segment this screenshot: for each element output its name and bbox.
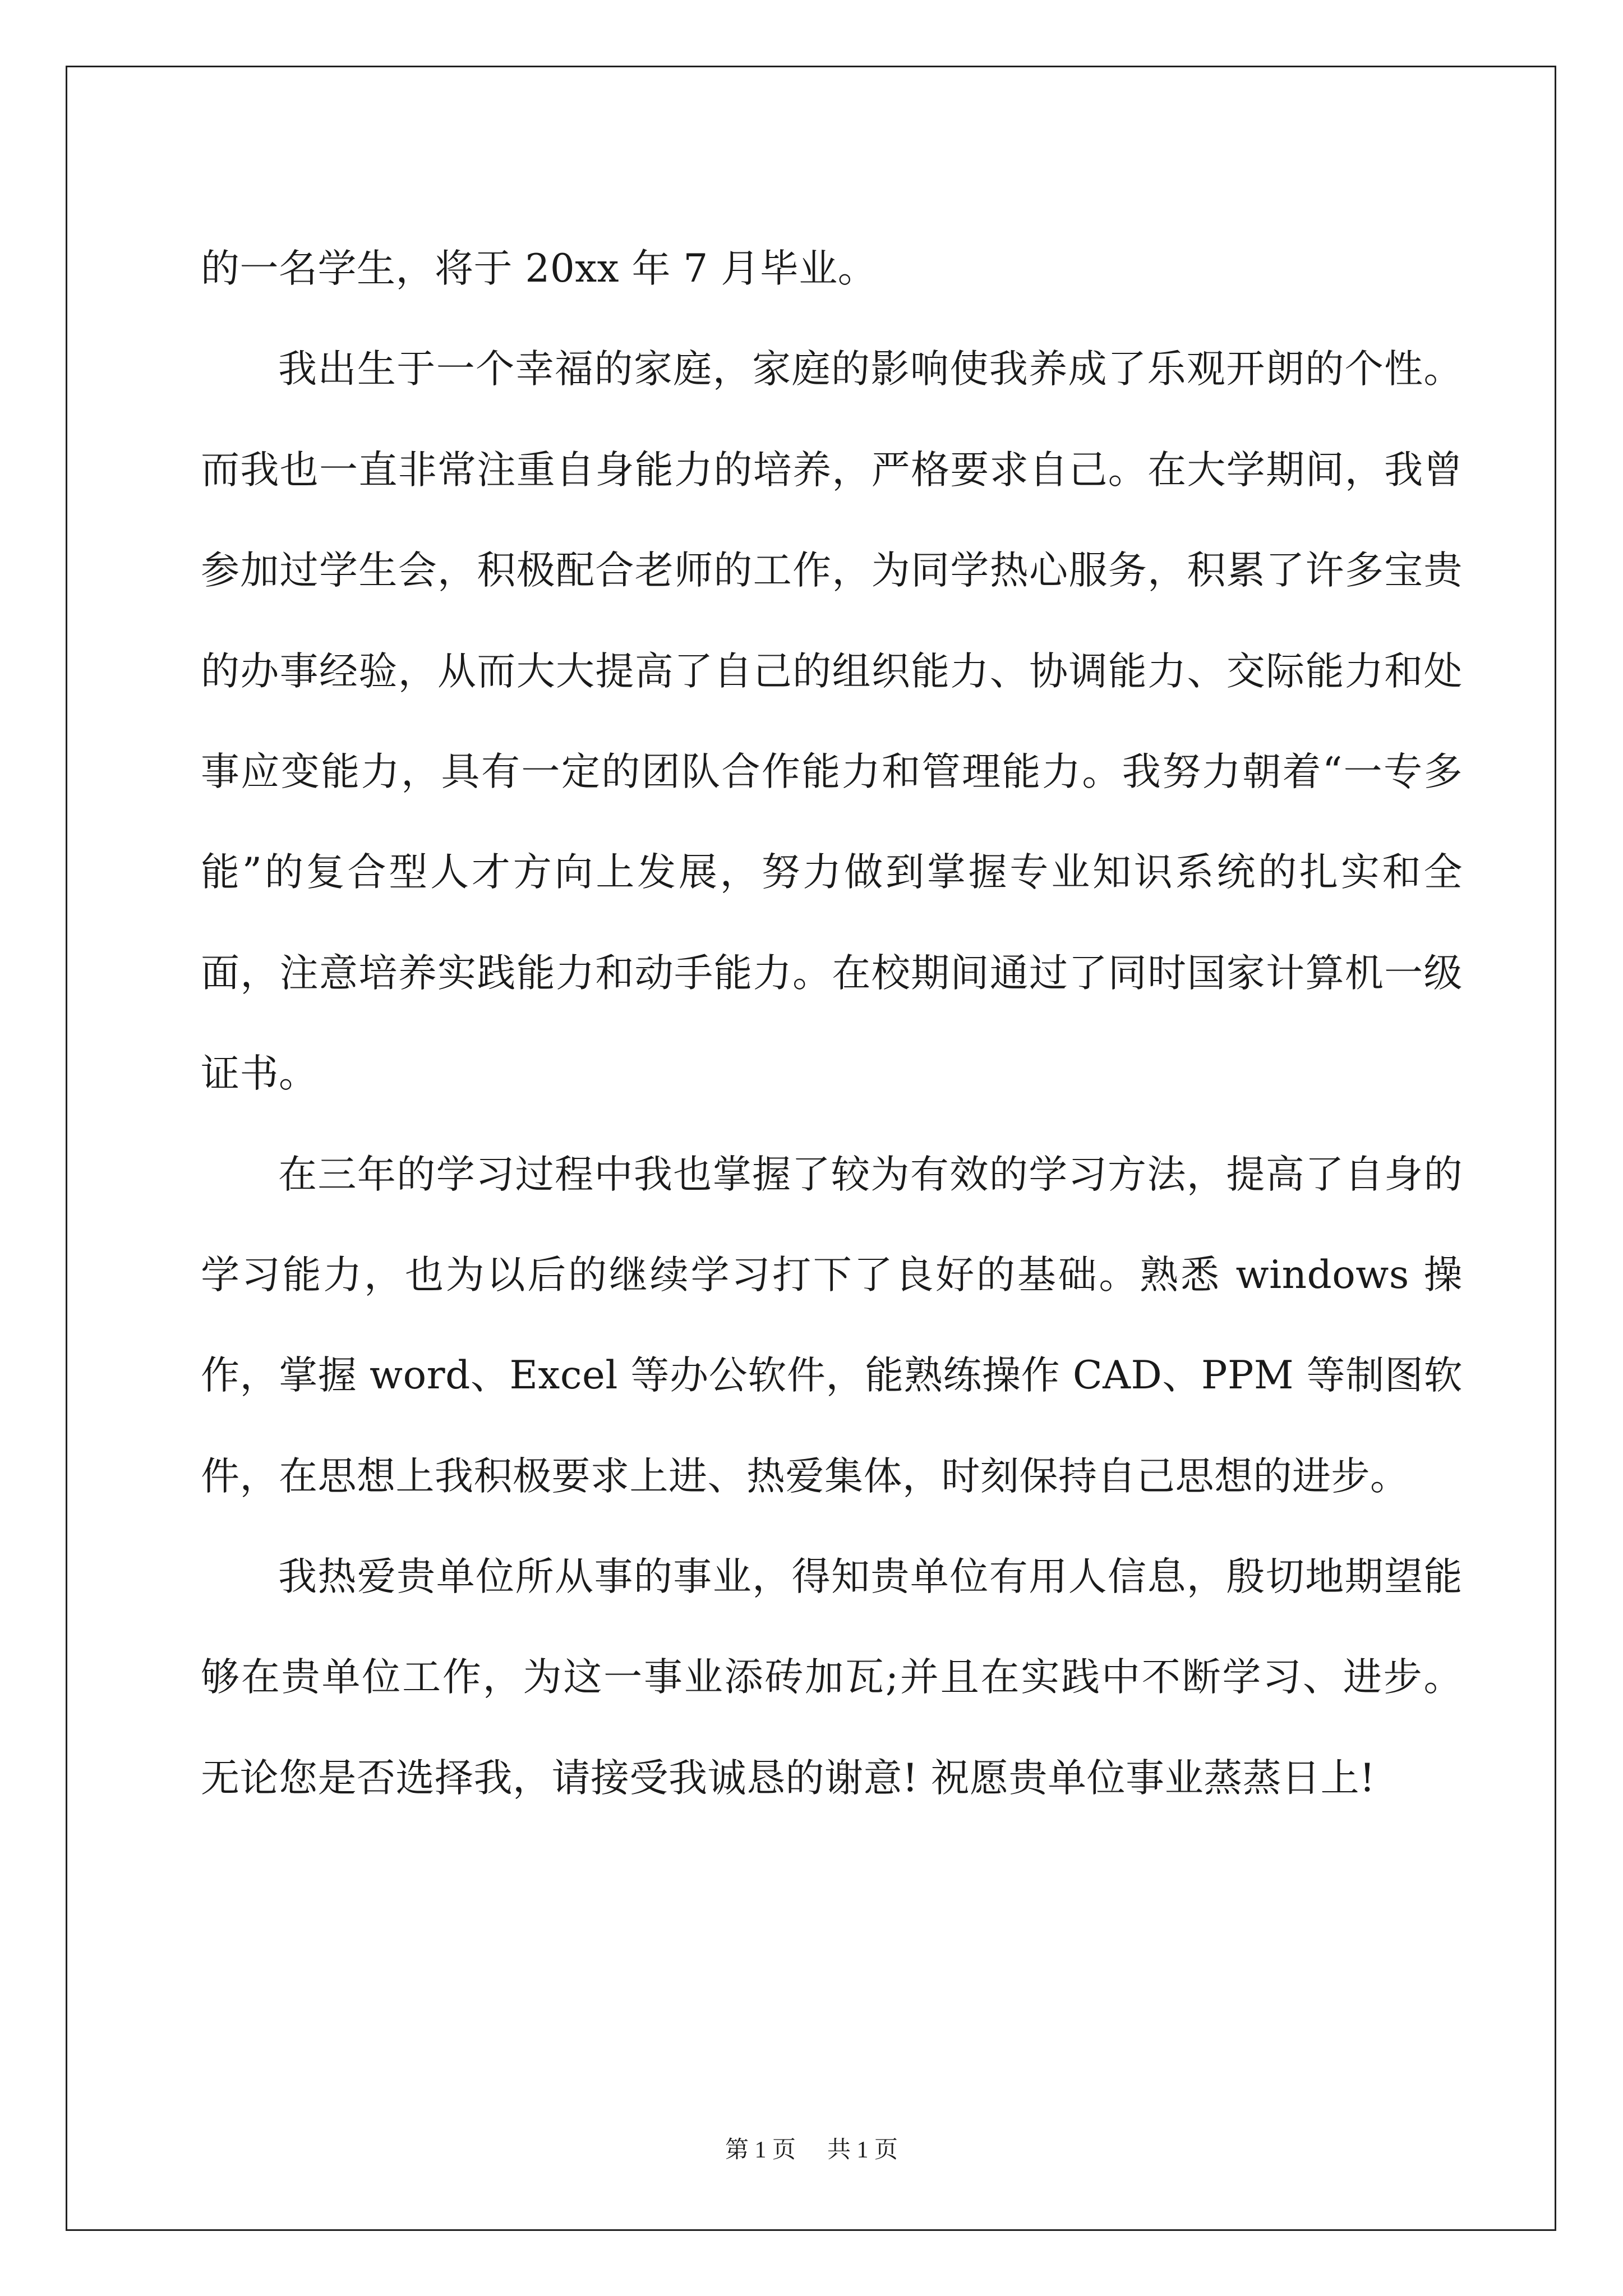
document-body [201, 219, 1463, 1829]
page-footer [0, 2138, 1623, 2162]
paragraph-4: 我热爱贵单位所从事的事业，得知贵单位有用人信息，殷切地期望能够在贵单位工作，为这一事业添砖加瓦;并且在实践中不断学习、进步。 无论您是否选择我，请接受我诚恳的谢意! 祝愿贵单位事业蒸蒸日上! [201, 1554, 1463, 1801]
paragraph-3: 在三年的学习过程中我也掌握了较为有效的学习方法，提高了自身的学习能力，也为以后的继续学习打下了良好的基础。熟悉 windows 操作，掌握 word、Excel 等办公软件，能熟练操作 CAD、PPM 等制图软件，在思想上我积极要求上进、热爱集体，时刻保持自己思想的进步。 [201, 1152, 1463, 1499]
page-number-total: 共 1 页 [827, 2137, 898, 2163]
paragraph-1: 的一名学生，将于 20xx 年 7 月毕业。 [201, 246, 877, 291]
page-number-current: 第 1 页 [725, 2137, 796, 2163]
paragraph-2: 我出生于一个幸福的家庭，家庭的影响使我养成了乐观开朗的个性。而我也一直非常注重自身能力的培养，严格要求自己。在大学期间，我曾参加过学生会，积极配合老师的工作，为同学热心服务，积累了许多宝贵的办事经验，从而大大提高了自己的组织能力、协调能力、交际能力和处事应变能力，具有一定的团队合作能力和管理能力。我努力朝着“一专多能”的复合型人才方向上发展，努力做到掌握专业知识系统的扎实和全面，注意培养实践能力和动手能力。在校期间通过了同时国家计算机一级证书。 [201, 347, 1463, 1097]
